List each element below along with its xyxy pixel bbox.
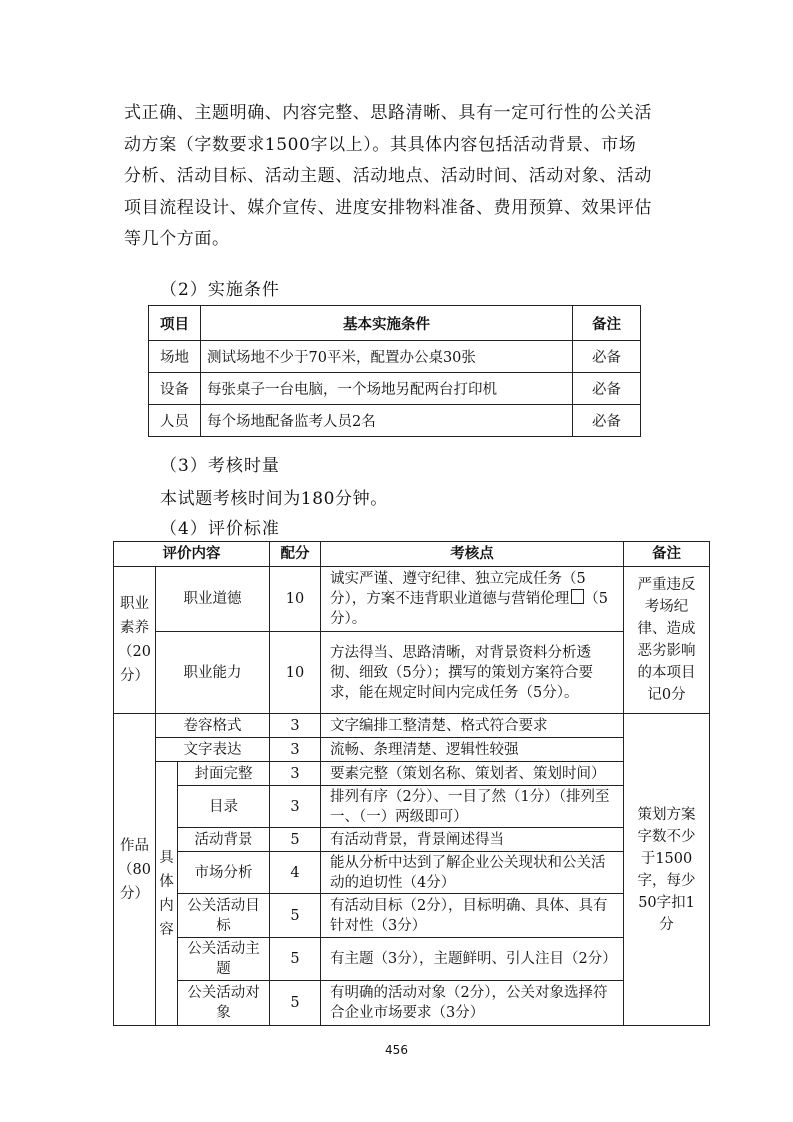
table-row: [114, 894, 710, 938]
section-heading-conditions: （2）实施条件: [160, 280, 280, 300]
column-header: 基本实施条件: [201, 306, 573, 341]
table-row: [149, 373, 641, 405]
table-row: [114, 738, 710, 762]
table-row: [114, 852, 710, 894]
table-cell: 职业能力: [156, 632, 270, 714]
page-number: 456: [385, 1043, 408, 1057]
table-cell: 测试场地不少于70平米，配置办公桌30张: [201, 341, 573, 373]
intro-line: 式正确、主题明确、内容完整、思路清晰、具有一定可行性的公关活: [124, 103, 652, 123]
table-row: [114, 567, 710, 632]
table-cell: 3: [270, 762, 321, 786]
table-cell: 5: [270, 938, 321, 981]
table-cell: 排列有序（2分）、一目了然（1分）（排列至一、（一）两级即可）: [321, 786, 624, 828]
section-heading-time: （3）考核时量: [160, 456, 280, 476]
table-row: [114, 762, 710, 786]
table-cell: 卷容格式: [156, 714, 270, 738]
table-cell: 公关活动目标: [178, 894, 270, 938]
evaluation-table: [113, 541, 710, 1026]
group-note: 策划方案字数不少于1500字，每少50字扣1分: [624, 714, 710, 1026]
table-cell: 方法得当、思路清晰，对背景资料分析透彻、细致（5分）；撰写的策划方案符合要求，能在规定时间内完成任务（5分）。: [321, 632, 624, 714]
table-cell: 封面完整: [178, 762, 270, 786]
table-row: [149, 341, 641, 373]
table-cell: 必备: [573, 341, 641, 373]
table-cell: 能从分析中达到了解企业公关现状和公关活动的迫切性（4分）: [321, 852, 624, 894]
intro-line: 动方案（字数要求1500字以上）。其具体内容包括活动背景、市场: [124, 134, 637, 155]
table-cell: 4: [270, 852, 321, 894]
table-cell: 活动背景: [178, 828, 270, 852]
table-cell: 有活动背景，背景阐述得当: [321, 828, 624, 852]
table-cell: 必备: [573, 373, 641, 405]
table-row: [114, 786, 710, 828]
assessment-text: 诚实严谨、遵守纪律、独立完成任务（5分），方案不违背职业道德与营销伦理: [330, 571, 586, 607]
column-header: 项目: [149, 306, 201, 341]
column-header: 备注: [573, 306, 641, 341]
subgroup-label-content: 具体内容: [156, 762, 178, 1026]
missing-glyph-box-icon: [571, 589, 584, 604]
table-cell: 3: [270, 786, 321, 828]
table-cell: 每个场地配备监考人员2名: [201, 405, 573, 437]
table-cell: 公关活动对象: [178, 981, 270, 1026]
group-label-works: 作品（80分）: [114, 714, 156, 1026]
table-header-row: [149, 306, 641, 341]
table-cell: 公关活动主题: [178, 938, 270, 981]
table-cell: 有明确的活动对象（2分），公关对象选择符合企业市场要求（3分）: [321, 981, 624, 1026]
table-header-row: [114, 542, 710, 567]
group-note: 严重违反考场纪律、造成恶劣影响的本项目记0分: [624, 567, 710, 714]
table-cell: 3: [270, 714, 321, 738]
table-cell: 10: [270, 632, 321, 714]
table-cell: 5: [270, 894, 321, 938]
table-cell: 要素完整（策划名称、策划者、策划时间）: [321, 762, 624, 786]
conditions-table: [148, 305, 641, 437]
table-cell: 必备: [573, 405, 641, 437]
table-row: [114, 981, 710, 1026]
column-header: 考核点: [321, 542, 624, 567]
intro-line: 项目流程设计、媒介宣传、进度安排物料准备、费用预算、效果评估: [124, 197, 652, 218]
table-cell: 每张桌子一台电脑，一个场地另配两台打印机: [201, 373, 573, 405]
table-row: [114, 938, 710, 981]
table-cell: 场地: [149, 341, 201, 373]
column-header: 评价内容: [114, 542, 270, 567]
table-cell: 有主题（3分），主题鲜明、引人注目（2分）: [321, 938, 624, 981]
table-cell: 文字表达: [156, 738, 270, 762]
intro-paragraph: [124, 98, 684, 256]
assessment-text: （5分）。: [330, 591, 609, 627]
intro-line: 分析、活动目标、活动主题、活动地点、活动时间、活动对象、活动: [124, 166, 652, 187]
table-cell: 5: [270, 828, 321, 852]
table-cell: 流畅、条理清楚、逻辑性较强: [321, 738, 624, 762]
column-header: 配分: [270, 542, 321, 567]
table-row: [149, 405, 641, 437]
table-cell: 文字编排工整清楚、格式符合要求: [321, 714, 624, 738]
table-cell: 3: [270, 738, 321, 762]
section-heading-evaluation: （4）评价标准: [160, 519, 280, 539]
group-label-professional: 职业素养（20分）: [114, 567, 156, 714]
time-statement: 本试题考核时间为180分钟。: [160, 489, 388, 509]
table-cell: 有活动目标（2分），目标明确、具体、具有针对性（3分）: [321, 894, 624, 938]
table-cell: 目录: [178, 786, 270, 828]
column-header: 备注: [624, 542, 710, 567]
table-row: [114, 714, 710, 738]
table-cell: 市场分析: [178, 852, 270, 894]
table-cell: [321, 567, 624, 632]
table-cell: 人员: [149, 405, 201, 437]
table-row: [114, 632, 710, 714]
table-cell: 5: [270, 981, 321, 1026]
table-row: [114, 828, 710, 852]
table-cell: 10: [270, 567, 321, 632]
intro-line: 等几个方面。: [124, 229, 230, 250]
table-cell: 设备: [149, 373, 201, 405]
table-cell: 职业道德: [156, 567, 270, 632]
